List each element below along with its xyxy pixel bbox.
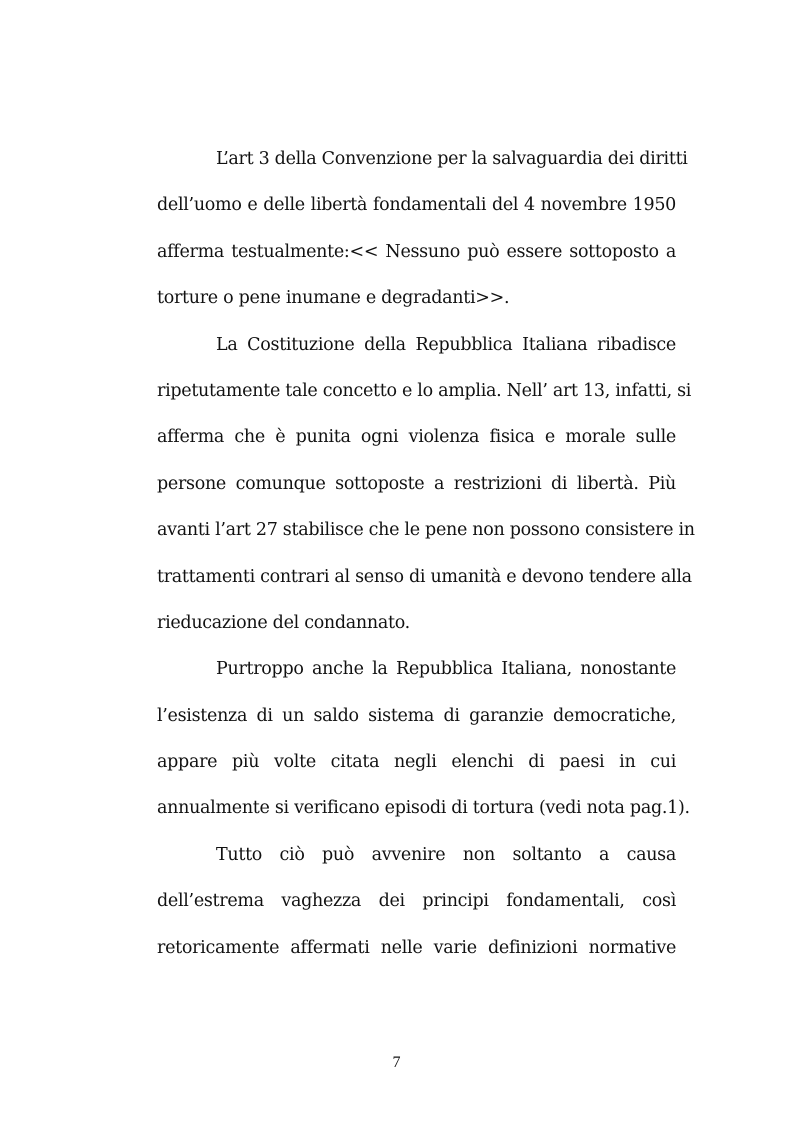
paragraph-line: dell’estrema vaghezza dei principi fondamentali, così bbox=[157, 891, 676, 912]
paragraph-line: ripetutamente tale concetto e lo amplia. Nell’ art 13, infatti, si bbox=[157, 380, 692, 401]
paragraph-line: trattamenti contrari al senso di umanità e devono tendere alla bbox=[157, 566, 692, 587]
paragraph-line: l’esistenza di un saldo sistema di garanzie democratiche, bbox=[157, 705, 676, 726]
body-text bbox=[157, 142, 695, 977]
paragraph-line: Tutto ciò può avvenire non soltanto a causa bbox=[216, 844, 676, 865]
paragraph-line: avanti l’art 27 stabilisce che le pene non possono consistere in bbox=[157, 520, 695, 541]
paragraph-line: rieducazione del condannato. bbox=[157, 612, 410, 633]
paragraph-line: afferma che è punita ogni violenza fisica e morale sulle bbox=[157, 427, 676, 448]
paragraph-line: torture o pene inumane e degradanti>>. bbox=[157, 288, 510, 309]
paragraph-line: Purtroppo anche la Repubblica Italiana, nonostante bbox=[216, 659, 676, 680]
paragraph-line: appare più volte citata negli elenchi di paesi in cui bbox=[157, 752, 676, 773]
paragraph-line: afferma testualmente:<< Nessuno può essere sottoposto a bbox=[157, 241, 676, 262]
paragraph-line: La Costituzione della Repubblica Italiana ribadisce bbox=[216, 334, 676, 355]
paragraph-line: persone comunque sottoposte a restrizioni di libertà. Più bbox=[157, 473, 676, 494]
paragraph-line: L’art 3 della Convenzione per la salvaguardia dei diritti bbox=[216, 149, 688, 169]
paragraph-line: retoricamente affermati nelle varie definizioni normative bbox=[157, 937, 676, 958]
page-number: 7 bbox=[392, 1054, 401, 1071]
paragraph-line: dell’uomo e delle libertà fondamentali del 4 novembre 1950 bbox=[157, 195, 676, 216]
paragraph-line: annualmente si verificano episodi di tortura (vedi nota pag.1). bbox=[157, 798, 690, 819]
